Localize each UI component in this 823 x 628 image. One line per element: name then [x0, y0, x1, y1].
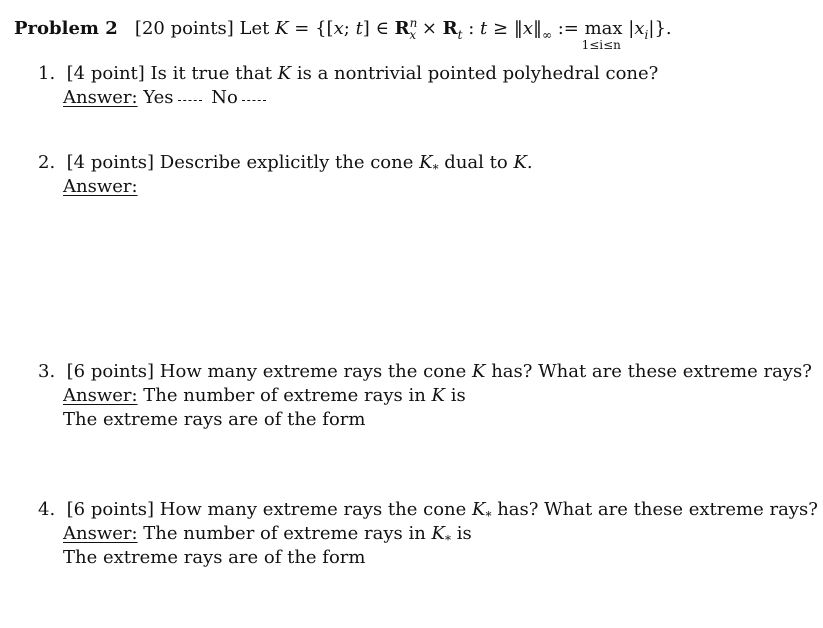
- q4-points: [6 points]: [66, 499, 155, 520]
- q3-answer-label: Answer:: [63, 385, 138, 406]
- q4-form: The extreme rays are of the form: [63, 547, 366, 568]
- problem-points: [20 points]: [134, 18, 234, 39]
- q2-answer: [63, 176, 138, 198]
- problem-header: [14, 12, 672, 52]
- q2-number: 2.: [38, 152, 56, 173]
- q1-yes-option: Yes: [143, 87, 174, 108]
- q3-number: 3.: [38, 361, 56, 382]
- q4-answer-label: Answer:: [63, 523, 138, 544]
- q3-prompt: 3. [6 points] How many extreme rays the cone K has? What are these extreme rays?: [38, 361, 812, 382]
- definition-prefix: Let: [239, 18, 270, 39]
- q1-number: 1.: [38, 63, 56, 84]
- q4-answer: Answer: The number of extreme rays in $K_*$ is: [63, 523, 472, 547]
- max-operator: max 1≤i≤n: [581, 18, 623, 52]
- q2-prompt: 2. [4 points] Describe explicitly the cone $K_*$ dual to K.: [38, 152, 533, 176]
- q1-no-blank[interactable]: [242, 100, 266, 101]
- q1-answer: [63, 87, 270, 109]
- q3-points: [6 points]: [66, 361, 155, 382]
- math-definition: K = {[x; t] ∈ $R^n_x \times R_t$ : $t \ge ‖x‖_\infty$ := max 1≤i≤n $|x_i|$}.: [275, 16, 672, 52]
- q1-points: [4 point]: [66, 63, 145, 84]
- q4-number: 4.: [38, 499, 56, 520]
- q3-form: The extreme rays are of the form: [63, 409, 366, 430]
- q1-answer-label: Answer:: [63, 87, 138, 108]
- problem-title: Problem 2: [14, 18, 118, 39]
- q3-answer: Answer: The number of extreme rays in K is: [63, 385, 466, 406]
- q2-points: [4 points]: [66, 152, 155, 173]
- q2-answer-label: Answer:: [63, 176, 138, 197]
- q4-prompt: 4. [6 points] How many extreme rays the cone $K_*$ has? What are these extreme rays?: [38, 499, 818, 523]
- q1-no-option: No: [211, 87, 238, 108]
- q1-prompt: 1. [4 point] Is it true that K is a nontrivial pointed polyhedral cone?: [38, 63, 659, 84]
- q1-yes-blank[interactable]: [178, 100, 202, 101]
